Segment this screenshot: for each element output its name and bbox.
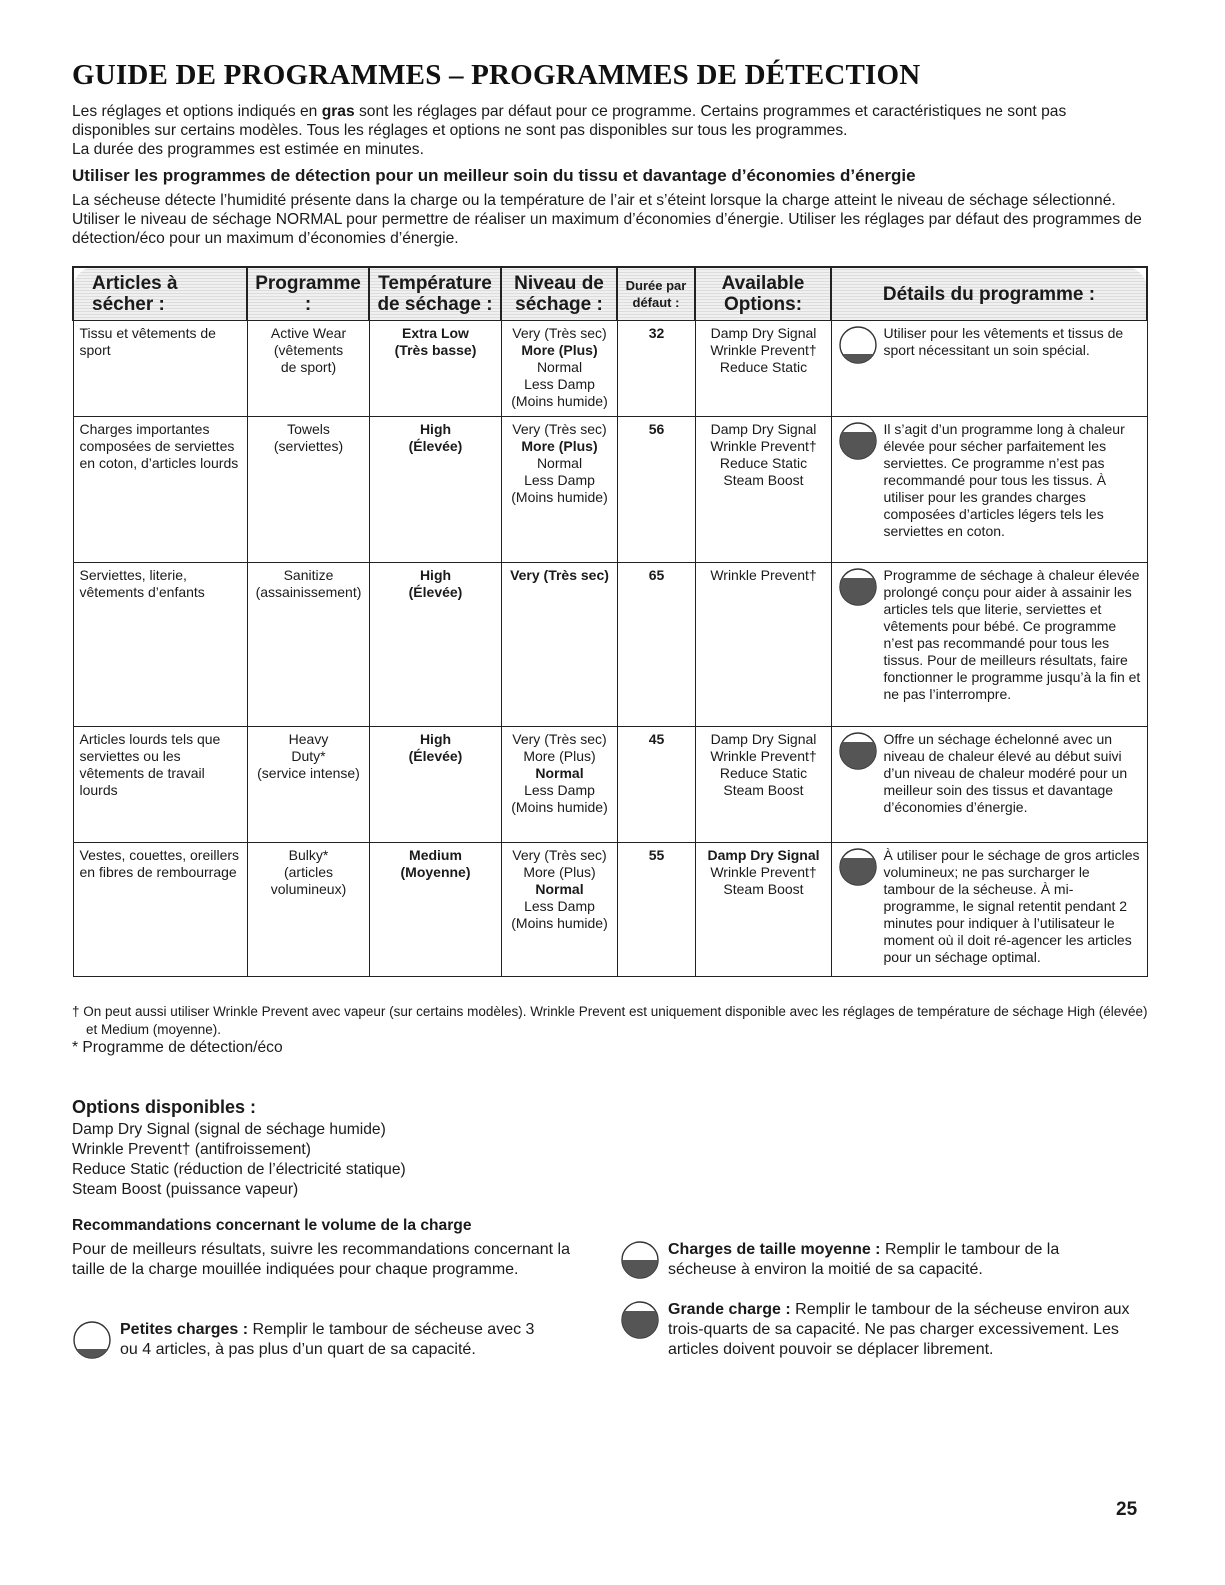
cell-programme (247, 321, 369, 417)
dry-level-line: Less Damp (524, 782, 595, 798)
recommendations-section (72, 1216, 592, 1280)
details-text: Programme de séchage à chaleur élevée prolongé conçu pour aider à assainir les articles tels que literie, serviettes et vêtements pour bébé. Ce programme n’est pas recommandé pour tous les tissus. Pour de meilleurs résultats, faire fonctionner le programme jusqu’à la fin et ne pas l’interrompre. (883, 567, 1141, 702)
cell-programme (247, 727, 369, 843)
option-line: Steam Boost (723, 472, 804, 488)
table-row (73, 727, 1147, 843)
page-title: GUIDE DE PROGRAMMES – PROGRAMMES DE DÉTECTION (72, 59, 921, 91)
cell-articles: Vestes, couettes, oreillers en fibres de rembourrage (73, 843, 247, 977)
option-line: Reduce Static (719, 765, 808, 781)
temperature-line: (Élevée) (408, 748, 463, 764)
programme-line: Active Wear (270, 325, 347, 341)
medium-load-text (668, 1240, 1130, 1280)
large-load-desc: Remplir le tambour de la sécheuse environ aux trois-quarts de sa capacité. Ne pas charger excessivement. Les articles doivent pouvoir se déplacer librement. (668, 1301, 1130, 1358)
medium-load-note (620, 1240, 1130, 1286)
cell-details (831, 563, 1147, 727)
dry-level-line: Less Damp (524, 376, 595, 392)
details-wrap (838, 325, 1142, 369)
page-header (72, 58, 1148, 248)
option-line: Damp Dry Signal (710, 731, 817, 747)
header-temperature: Température de séchage : (369, 267, 501, 321)
option-line: Reduce Static (réduction de l’électricité statique) (72, 1161, 406, 1178)
table-header-row (73, 267, 1147, 321)
cell-dry-level (501, 417, 617, 563)
cell-programme (247, 843, 369, 977)
footnote-dagger: † On peut aussi utiliser Wrinkle Prevent avec vapeur (sur certains modèles). Wrinkle Prevent est uniquement disponible avec les réglages de température de séchage High (élevée) et Medium (moyenne). (72, 1004, 1148, 1037)
header-duration: Durée par défaut : (617, 267, 695, 321)
cell-duration: 45 (617, 727, 695, 843)
small-load-icon (838, 325, 878, 369)
details-text: Utiliser pour les vêtements et tissus de sport nécessitant un soin spécial. (883, 325, 1124, 358)
details-wrap (838, 567, 1142, 703)
cell-dry-level (501, 727, 617, 843)
option-line: Reduce Static (719, 359, 808, 375)
small-load-label: Petites charges : (120, 1321, 249, 1338)
recommendations-title: Recommandations concernant le volume de la charge (72, 1217, 472, 1234)
programme-line: Towels (287, 421, 330, 437)
large-load-label: Grande charge : (668, 1301, 791, 1318)
programme-line: Heavy (288, 731, 329, 747)
recommendations-text: Pour de meilleurs résultats, suivre les recommandations concernant la taille de la charge mouillée indiquées pour chaque programme. (72, 1241, 571, 1278)
medium-load-label: Charges de taille moyenne : (668, 1241, 881, 1258)
dry-level-line: (Moins humide) (511, 489, 608, 505)
programme-line: Sanitize (283, 567, 334, 583)
cell-dry-level (501, 563, 617, 727)
small-load-note (72, 1320, 552, 1366)
dry-level-line: Very (Très sec) (512, 731, 607, 747)
temperature-line: (Élevée) (408, 584, 463, 600)
dry-level-line: Very (Très sec) (512, 421, 607, 437)
cell-temperature (369, 417, 501, 563)
small-load-icon (72, 1320, 112, 1366)
large-load-icon (838, 731, 878, 775)
footnote-star: * Programme de détection/éco (72, 1039, 283, 1056)
cell-temperature (369, 563, 501, 727)
option-line: Steam Boost (723, 782, 804, 798)
option-line: Damp Dry Signal (710, 421, 817, 437)
programme-line: (serviettes) (273, 438, 344, 454)
dry-level-line: (Moins humide) (511, 915, 608, 931)
temperature-line: Extra Low (402, 325, 469, 341)
temperature-line: High (419, 731, 452, 747)
dry-level-line: Normal (535, 765, 584, 781)
table-row (73, 417, 1147, 563)
cell-duration: 55 (617, 843, 695, 977)
details-wrap (838, 731, 1142, 816)
temperature-line: (Moyenne) (400, 864, 471, 880)
temperature-line: (Très basse) (394, 342, 477, 358)
option-line: Wrinkle Prevent† (710, 342, 817, 358)
intro-text-rest: sont les réglages par défaut pour ce programme. Certains programmes et caractéristiques ne sont pas disponibles sur certains modèles. Tous les réglages et options ne sont pas disponibles sur tous les programmes. (72, 103, 1067, 139)
details-wrap (838, 421, 1142, 540)
page-number: 25 (1116, 1499, 1138, 1520)
cell-programme (247, 563, 369, 727)
footnotes (72, 1003, 1148, 1057)
options-section (72, 1096, 632, 1200)
large-load-icon (838, 847, 878, 891)
programs-table (72, 266, 1148, 977)
table-row (73, 843, 1147, 977)
dry-level-line: More (Plus) (521, 438, 598, 454)
programme-line: Bulky* (288, 847, 329, 863)
option-line: Steam Boost (puissance vapeur) (72, 1181, 299, 1198)
cell-options (695, 563, 831, 727)
temperature-line: Medium (409, 847, 462, 863)
cell-options (695, 321, 831, 417)
medium-load-icon (620, 1240, 660, 1286)
dry-level-line: More (Plus) (523, 864, 596, 880)
table-row (73, 321, 1147, 417)
dry-level-line: Very (Très sec) (512, 847, 607, 863)
option-line: Wrinkle Prevent† (710, 438, 817, 454)
cell-options (695, 417, 831, 563)
cell-programme (247, 417, 369, 563)
option-line: Damp Dry Signal (signal de séchage humide) (72, 1121, 386, 1138)
dry-level-line: More (Plus) (523, 748, 596, 764)
cell-temperature (369, 843, 501, 977)
temperature-line: (Élevée) (408, 438, 463, 454)
programme-line: Duty* (291, 748, 326, 764)
cell-duration: 56 (617, 417, 695, 563)
programme-line: (assainissement) (255, 584, 362, 600)
large-load-icon (838, 567, 878, 611)
option-line: Wrinkle Prevent† (antifroissement) (72, 1141, 311, 1158)
dry-level-line: Less Damp (524, 472, 595, 488)
cell-details (831, 321, 1147, 417)
section-heading: Utiliser les programmes de détection pour un meilleur soin du tissu et davantage d’économies d’énergie (72, 166, 916, 185)
details-text: À utiliser pour le séchage de gros articles volumineux; ne pas surcharger le tambour de la sécheuse. À mi-programme, le signal retentit pendant 2 minutes pour indiquer à l’utilisateur le moment où il doit ré-agencer les articles pour un séchage optimal. (883, 847, 1140, 965)
section-paragraph: La sécheuse détecte l’humidité présente dans la charge ou la température de l’air et s’éteint lorsque la charge atteint le niveau de séchage sélectionné. Utiliser le niveau de séchage NORMAL pour permettre de réaliser un maximum d’économies d’énergie. Utiliser les réglages par défaut des programmes de détection/éco pour un maximum d’économies d’énergie. (72, 192, 1142, 247)
option-line: Steam Boost (723, 881, 804, 897)
medium-load-desc: Remplir le tambour de la sécheuse à environ la moitié de sa capacité. (668, 1241, 1060, 1278)
large-load-icon (838, 421, 878, 465)
details-text: Offre un séchage échelonné avec un niveau de chaleur élevé au début suivi d’un niveau de chaleur modéré pour un meilleur soin des tissus et davantage d’économies d’énergie. (883, 731, 1128, 815)
dry-level-line: (Moins humide) (511, 799, 608, 815)
option-line: Wrinkle Prevent† (710, 567, 817, 583)
dry-level-line: Less Damp (524, 898, 595, 914)
cell-duration: 65 (617, 563, 695, 727)
option-line: Reduce Static (719, 455, 808, 471)
header-details: Détails du programme : (831, 267, 1147, 321)
cell-details (831, 727, 1147, 843)
table-row (73, 563, 1147, 727)
header-dry-level: Niveau de séchage : (501, 267, 617, 321)
cell-dry-level (501, 843, 617, 977)
options-title: Options disponibles : (72, 1097, 256, 1117)
cell-duration: 32 (617, 321, 695, 417)
header-programme: Programme : (247, 267, 369, 321)
cell-details (831, 843, 1147, 977)
intro-duration-note: La durée des programmes est estimée en minutes. (72, 141, 424, 158)
cell-articles: Tissu et vêtements de sport (73, 321, 247, 417)
header-options: Available Options: (695, 267, 831, 321)
programme-line: de sport) (280, 359, 337, 375)
intro-paragraph (72, 102, 1148, 140)
details-text: Il s’agit d’un programme long à chaleur élevée pour sécher parfaitement les serviettes. Ce programme n’est pas recommandé pour tous les tissus. À utiliser pour les grandes charges composées d’articles légers tels les serviettes en coton. (883, 421, 1125, 539)
option-line: Wrinkle Prevent† (710, 748, 817, 764)
cell-articles: Serviettes, literie, vêtements d’enfants (73, 563, 247, 727)
details-wrap (838, 847, 1142, 966)
cell-options (695, 843, 831, 977)
dry-level-line: Normal (536, 455, 583, 471)
cell-dry-level (501, 321, 617, 417)
dry-level-line: Normal (536, 359, 583, 375)
programme-line: (vêtements (273, 342, 344, 358)
cell-articles: Charges importantes composées de serviettes en coton, d’articles lourds (73, 417, 247, 563)
temperature-line: High (419, 567, 452, 583)
programme-line: volumineux) (270, 881, 347, 897)
dry-level-line: Very (Très sec) (512, 325, 607, 341)
intro-text: Les réglages et options indiqués en (72, 103, 322, 120)
dry-level-line: Normal (535, 881, 584, 897)
cell-options (695, 727, 831, 843)
cell-temperature (369, 321, 501, 417)
cell-details (831, 417, 1147, 563)
dry-level-line: (Moins humide) (511, 393, 608, 409)
header-articles: Articles à sécher : (73, 267, 247, 321)
dry-level-line: More (Plus) (521, 342, 598, 358)
cell-temperature (369, 727, 501, 843)
dry-level-line: Very (Très sec) (510, 567, 609, 583)
option-line: Damp Dry Signal (710, 325, 817, 341)
cell-articles: Articles lourds tels que serviettes ou les vêtements de travail lourds (73, 727, 247, 843)
table-body (73, 321, 1147, 977)
small-load-text (120, 1320, 552, 1360)
option-line: Damp Dry Signal (707, 847, 820, 863)
temperature-line: High (419, 421, 452, 437)
large-load-icon (620, 1300, 660, 1346)
option-line: Wrinkle Prevent† (710, 864, 817, 880)
large-load-note (620, 1300, 1130, 1360)
programme-line: (service intense) (257, 765, 360, 781)
programme-line: (articles (283, 864, 333, 880)
intro-bold-word: gras (321, 103, 355, 120)
large-load-text (668, 1300, 1130, 1360)
small-load-desc: Remplir le tambour de sécheuse avec 3 ou 4 articles, à pas plus d’un quart de sa capacité. (120, 1321, 535, 1358)
